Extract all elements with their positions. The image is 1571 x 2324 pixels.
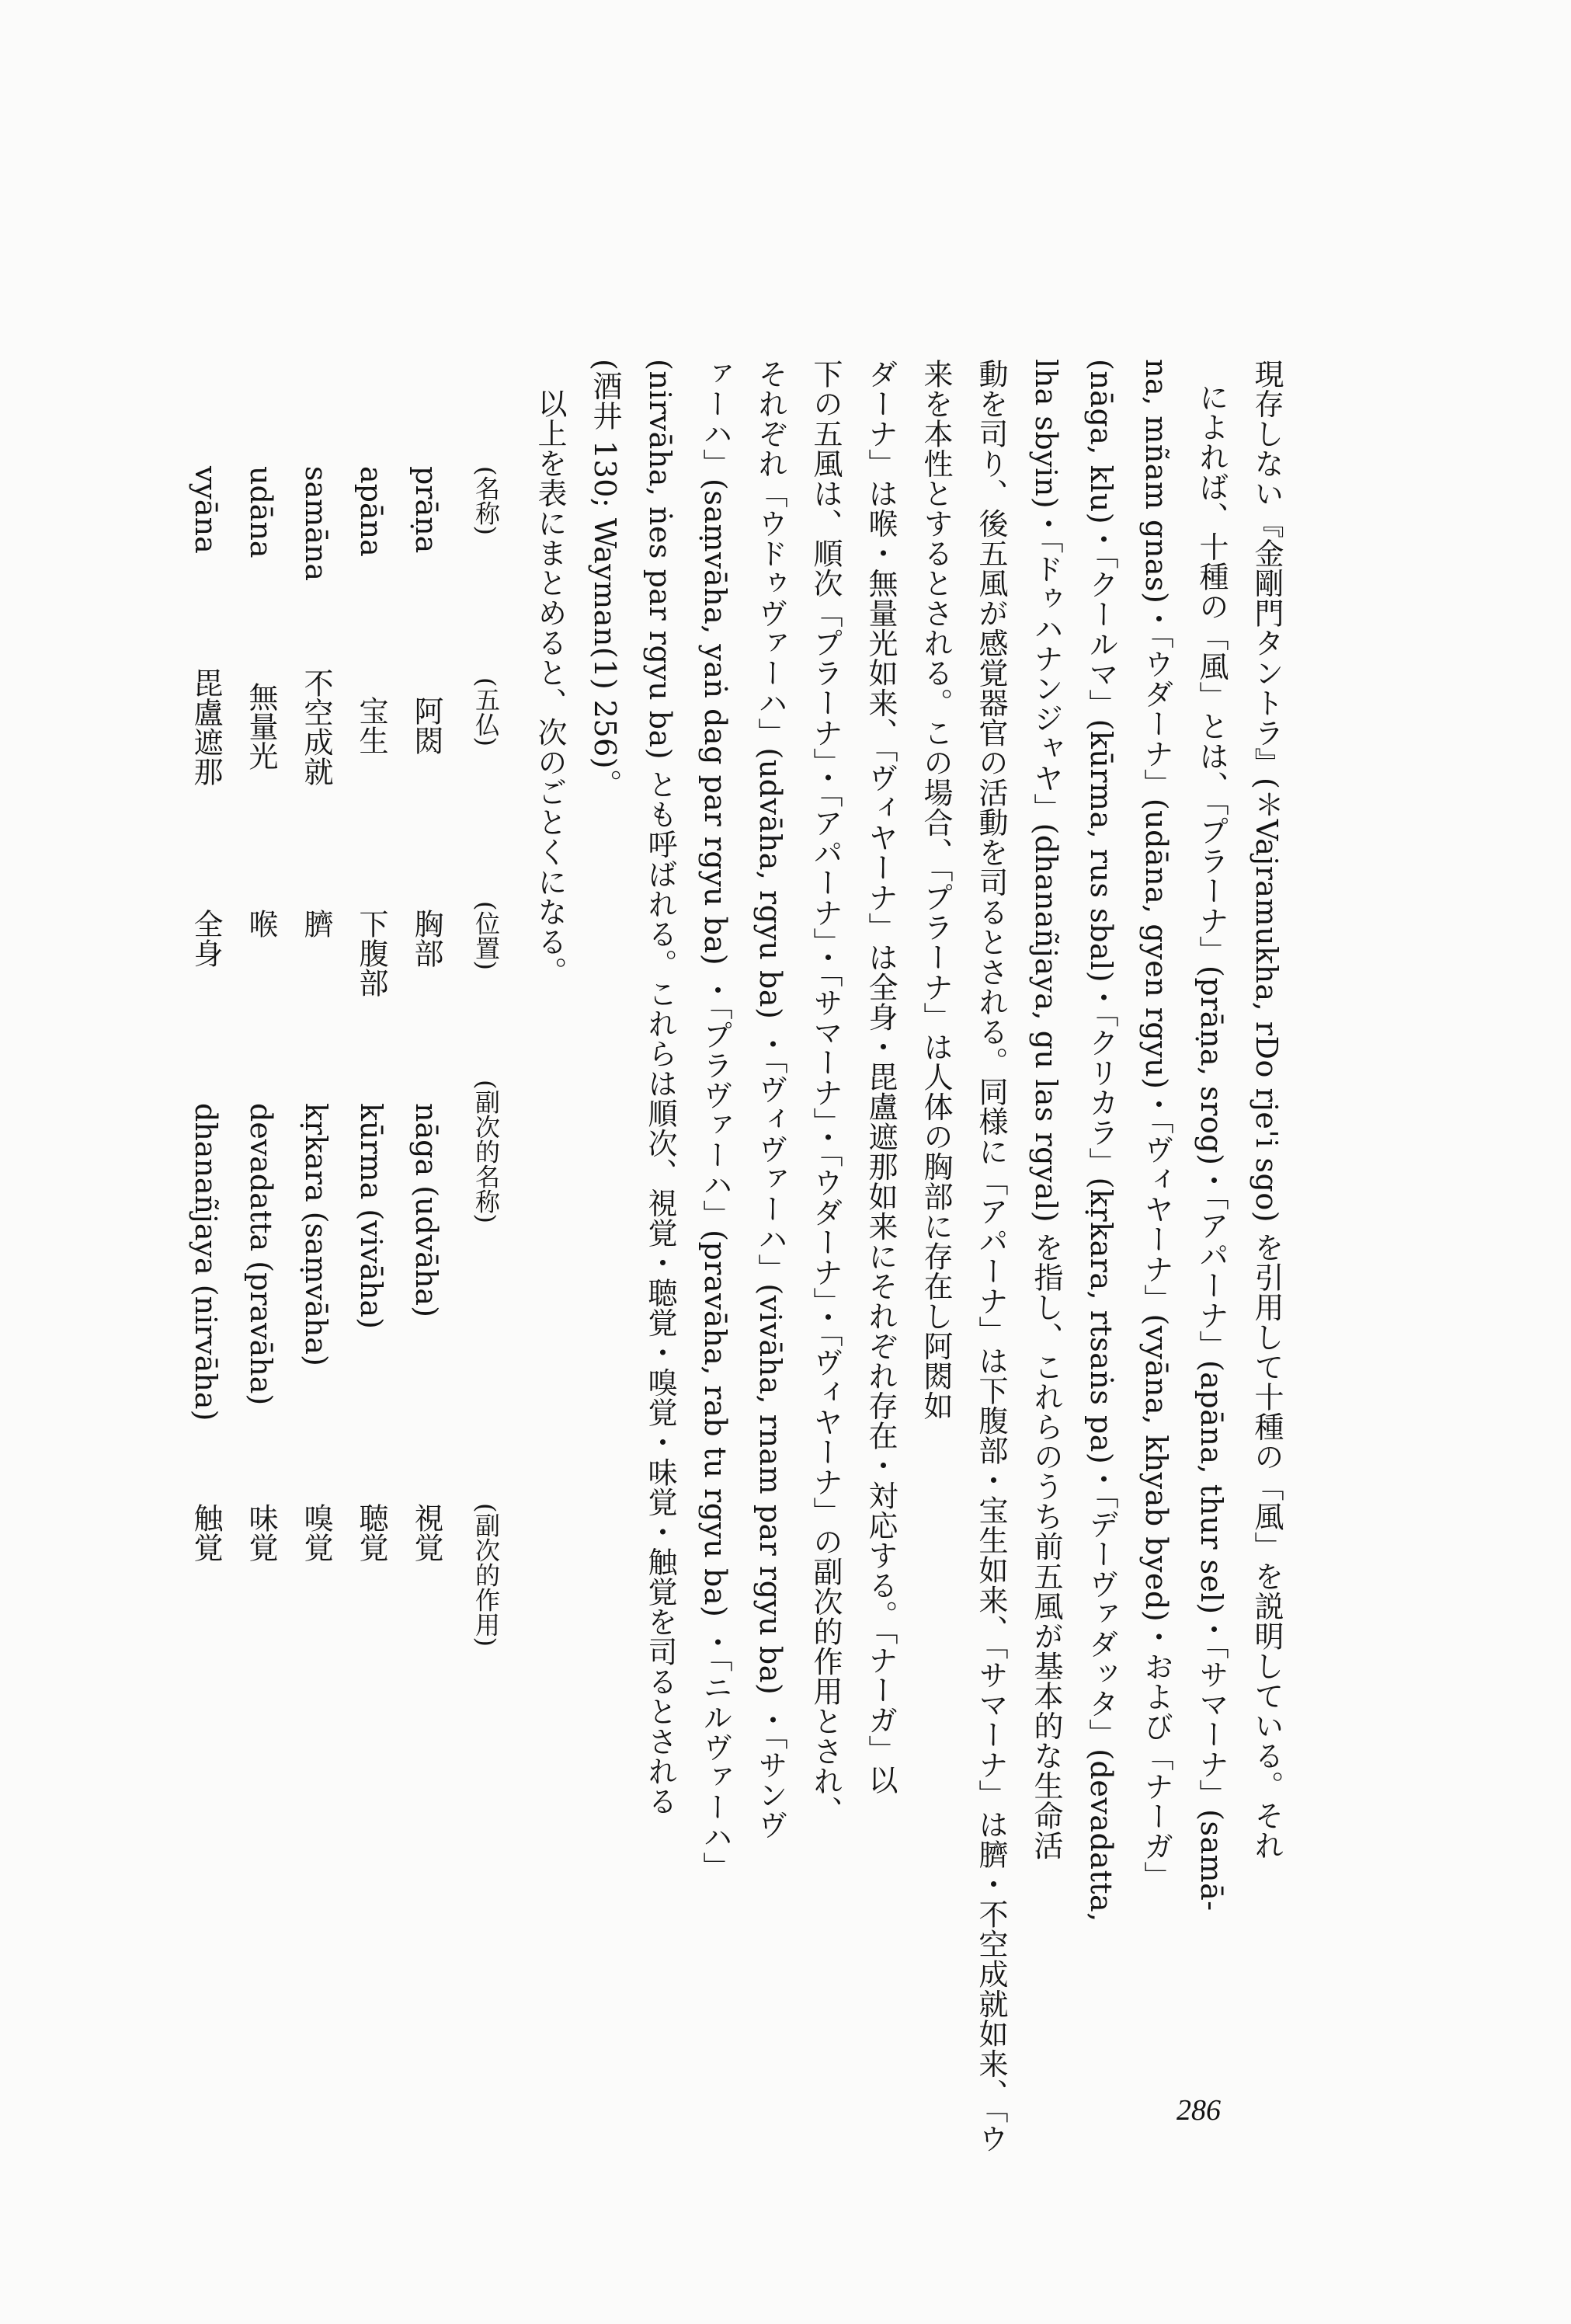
paragraph-line: ァーハ」(saṃvāha, yaṅ dag par rgyu ba) ・「プラヴァーハ」(pravāha, rab tu rgyu ba) ・「ニルヴァーハ」: [698, 359, 732, 1882]
table-cell-buddha: 宝生: [354, 696, 388, 755]
table-cell-location: 喉: [244, 909, 278, 938]
page-number: 286: [1177, 2094, 1221, 2127]
paragraph-line: 来を本性とするとされる。この場合、「プラーナ」は人体の胸部に存在し阿閦如: [919, 359, 953, 1421]
paragraph-line: (nirvāha, ṅes par rgyu ba) とも呼ばれる。これらは順次、視覚・聴覚・嗅覚・味覚・触覚を司るとされる: [643, 359, 677, 1817]
table-cell-secondary-function: 視覚: [409, 1503, 443, 1562]
table-cell-secondary-name: dhanañjaya (nirvāha): [189, 1103, 223, 1421]
paragraph-line: (酒井 130; Wayman(1) 256)。: [588, 359, 622, 799]
table-cell-location: 胸部: [409, 909, 443, 968]
table-cell-secondary-function: 嗅覚: [299, 1503, 333, 1562]
table-header-secondary-function: (副次的作用): [471, 1503, 501, 1647]
table-cell-name: apāna: [354, 466, 388, 557]
table-cell-name: prāṇa: [409, 466, 443, 554]
paragraph-line: 現存しない『金剛門タントラ』(＊Vajramukha, rDo rje'i sgo) を引用して十種の「風」を説明している。それ: [1250, 359, 1284, 1861]
table-cell-secondary-name: kūrma (vivāha): [354, 1103, 388, 1329]
paragraph-line: によれば、十種の「風」とは、「プラーナ」(prāṇa, srog)・「アパーナ」(apāna, thur sel)・「サマーナ」(samā-: [1194, 382, 1229, 1912]
paragraph-line: ダーナ」は喉・無量光如来、「ヴィヤーナ」は全身・毘盧遮那如来にそれぞれ存在・対応する。「ナーガ」以: [864, 359, 898, 1795]
table-cell-buddha: 不空成就: [299, 668, 333, 786]
paragraph-line: それぞれ「ウドゥヴァーハ」(udvāha, rgyu ba) ・「ヴィヴァーハ」(vivāha, rnam par rgyu ba) ・「サンヴ: [753, 359, 787, 1840]
paragraph-line: na, mñam gnas)・「ウダーナ」(udāna, gyen rgyu)・「ヴィヤーナ」(vyāna, khyab byed)・および「ナーガ」: [1139, 359, 1173, 1891]
table-cell-secondary-function: 味覚: [244, 1503, 278, 1562]
table-cell-secondary-function: 聴覚: [354, 1503, 388, 1562]
table-cell-buddha: 毘盧遮那: [189, 668, 223, 786]
paragraph-line: 下の五風は、順次「プラーナ」・「アパーナ」・「サマーナ」・「ウダーナ」・「ヴィヤーナ」の副次的作用とされ、: [808, 359, 843, 1826]
paragraph-line: 動を司り、後五風が感覚器官の活動を司るとされる。同様に「アパーナ」は下腹部・宝生如来、「サマーナ」は臍・不空成就如来、「ウ: [974, 359, 1008, 2154]
paragraph-line: (nāga, klu)・「クールマ」(kūrma, rus sbal)・「クリカラ」(kṛkara, rtsaṅs pa)・「デーヴァダッタ」(devadatta,: [1084, 359, 1118, 1922]
table-header-secondary-name: (副次的名称): [471, 1080, 501, 1223]
table-cell-name: vyāna: [189, 466, 223, 554]
table-header-name: (名称): [471, 466, 501, 535]
table-cell-location: 臍: [299, 909, 333, 938]
table-header-buddha: (五仏): [471, 677, 501, 746]
table-cell-location: 下腹部: [354, 909, 388, 997]
table-cell-name: samāna: [299, 466, 333, 581]
table-cell-secondary-function: 触覚: [189, 1503, 223, 1562]
table-cell-secondary-name: devadatta (pravāha): [244, 1103, 278, 1406]
table-cell-buddha: 無量光: [244, 682, 278, 771]
paragraph-line: lha sbyin)・「ドゥハナンジャヤ」(dhanañjaya, gu las rgyal) を指し、これらのうち前五風が基本的な生命活: [1029, 359, 1063, 1861]
table-header-location: (位置): [471, 901, 501, 970]
table-cell-location: 全身: [189, 909, 223, 968]
summary-line: 以上を表にまとめると、次のごとくになる。: [533, 388, 567, 986]
table-cell-secondary-name: nāga (udvāha): [409, 1103, 443, 1317]
table-cell-secondary-name: kṛkara (saṃvāha): [299, 1103, 333, 1366]
table-cell-name: udāna: [244, 466, 278, 558]
table-cell-buddha: 阿閦: [409, 696, 443, 755]
